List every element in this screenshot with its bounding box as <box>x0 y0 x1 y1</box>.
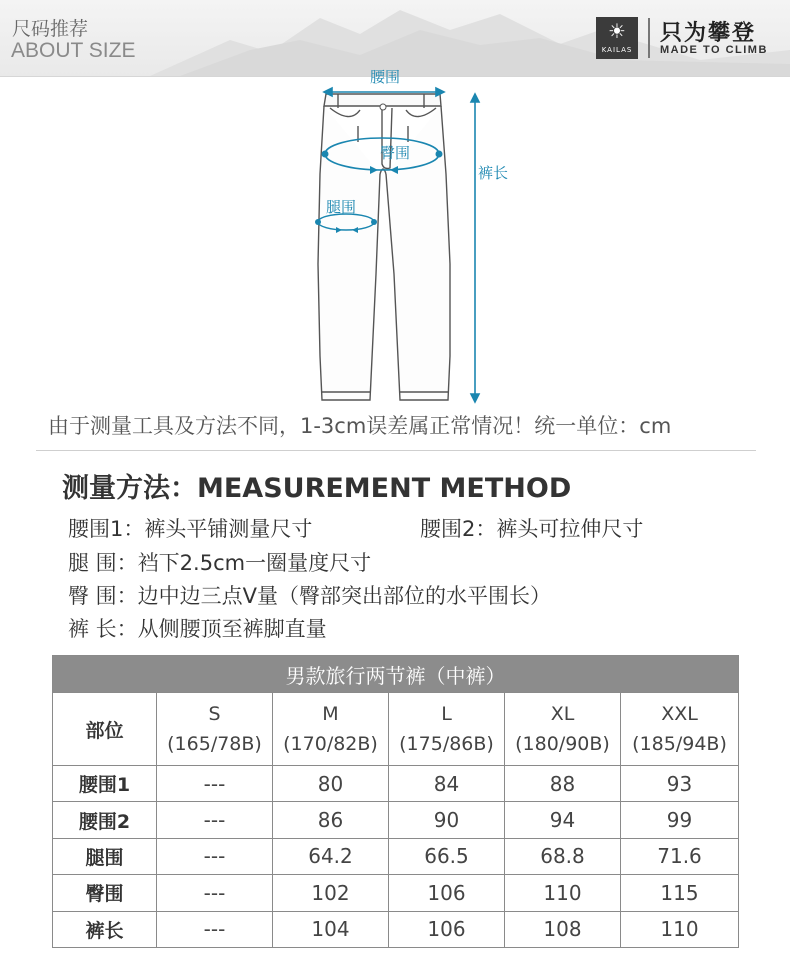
size-spec: (180/90B) <box>515 733 610 755</box>
table-cell: 68.8 <box>505 838 621 874</box>
table-caption: 男款旅行两节裤（中裤） <box>53 656 739 693</box>
table-cell: 66.5 <box>389 838 505 874</box>
table-header-row <box>53 693 739 766</box>
hip-label: 臀围 <box>380 144 411 162</box>
size-header <box>621 693 739 766</box>
table-cell: 64.2 <box>273 838 389 874</box>
table-cell: 84 <box>389 766 505 802</box>
button-icon <box>380 104 386 110</box>
waist-label: 腰围 <box>370 68 401 86</box>
brand-divider <box>648 18 650 58</box>
size-spec: (165/78B) <box>167 733 262 755</box>
size-table <box>52 655 739 948</box>
table-cell: 106 <box>389 911 505 947</box>
length-label: 裤长 <box>478 164 509 182</box>
table-row <box>53 838 739 874</box>
size-header <box>389 693 505 766</box>
table-cell: 88 <box>505 766 621 802</box>
table-cell: --- <box>157 802 273 838</box>
slogan-cn: 只为攀登 <box>660 21 757 46</box>
table-row <box>53 766 739 802</box>
size-name: XL <box>550 703 575 725</box>
brand-logo <box>596 17 638 59</box>
row-label: 臀围 <box>53 875 157 911</box>
table-cell: 110 <box>621 911 739 947</box>
pants-outline <box>318 94 450 400</box>
table-cell: --- <box>157 766 273 802</box>
table-cell: 90 <box>389 802 505 838</box>
table-row <box>53 875 739 911</box>
thigh-label: 腿围 <box>326 198 357 216</box>
size-spec: (185/94B) <box>632 733 727 755</box>
table-cell: --- <box>157 911 273 947</box>
table-cell: 106 <box>389 875 505 911</box>
table-row <box>53 911 739 947</box>
table-cell: 86 <box>273 802 389 838</box>
size-spec: (175/86B) <box>399 733 494 755</box>
table-row <box>53 802 739 838</box>
table-cell: 115 <box>621 875 739 911</box>
table-corner: 部位 <box>53 693 157 766</box>
table-cell: 108 <box>505 911 621 947</box>
table-cell: 104 <box>273 911 389 947</box>
method-title: 测量方法：MEASUREMENT METHOD <box>62 473 572 504</box>
method-waist1: 腰围1：裤头平铺测量尺寸 <box>68 517 313 541</box>
table-cell: 99 <box>621 802 739 838</box>
method-hip: 臀 围：边中边三点V量（臀部突出部位的水平围长） <box>68 584 552 608</box>
row-label: 腿围 <box>53 838 157 874</box>
pants-diagram <box>300 64 530 410</box>
size-header <box>505 693 621 766</box>
table-cell: --- <box>157 838 273 874</box>
header-title-cn: 尺码推荐 <box>12 18 89 40</box>
row-label: 腰围2 <box>53 802 157 838</box>
size-header <box>273 693 389 766</box>
size-name: XXL <box>661 703 698 725</box>
table-cell: --- <box>157 875 273 911</box>
table-cell: 71.6 <box>621 838 739 874</box>
header-title-en: ABOUT SIZE <box>11 39 136 62</box>
method-thigh: 腿 围：裆下2.5cm一圈量度尺寸 <box>68 551 372 575</box>
size-name: S <box>208 703 221 725</box>
brand-logo-text: KAILAS <box>601 46 633 54</box>
row-label: 腰围1 <box>53 766 157 802</box>
divider <box>36 450 756 451</box>
table-cell: 110 <box>505 875 621 911</box>
row-label: 裤长 <box>53 911 157 947</box>
table-cell: 94 <box>505 802 621 838</box>
size-header <box>157 693 273 766</box>
length-measure <box>471 94 479 402</box>
table-cell: 80 <box>273 766 389 802</box>
slogan-en: MADE TO CLIMB <box>660 44 768 56</box>
method-length: 裤 长：从侧腰顶至裤脚直量 <box>68 617 327 641</box>
measurement-note: 由于测量工具及方法不同，1-3cm误差属正常情况！统一单位：cm <box>48 414 672 438</box>
size-name: L <box>441 703 452 725</box>
table-cell: 102 <box>273 875 389 911</box>
size-spec: (170/82B) <box>283 733 378 755</box>
sun-icon: ☀ <box>608 19 626 43</box>
method-waist2: 腰围2：裤头可拉伸尺寸 <box>420 517 644 541</box>
table-cell: 93 <box>621 766 739 802</box>
size-name: M <box>322 703 339 725</box>
